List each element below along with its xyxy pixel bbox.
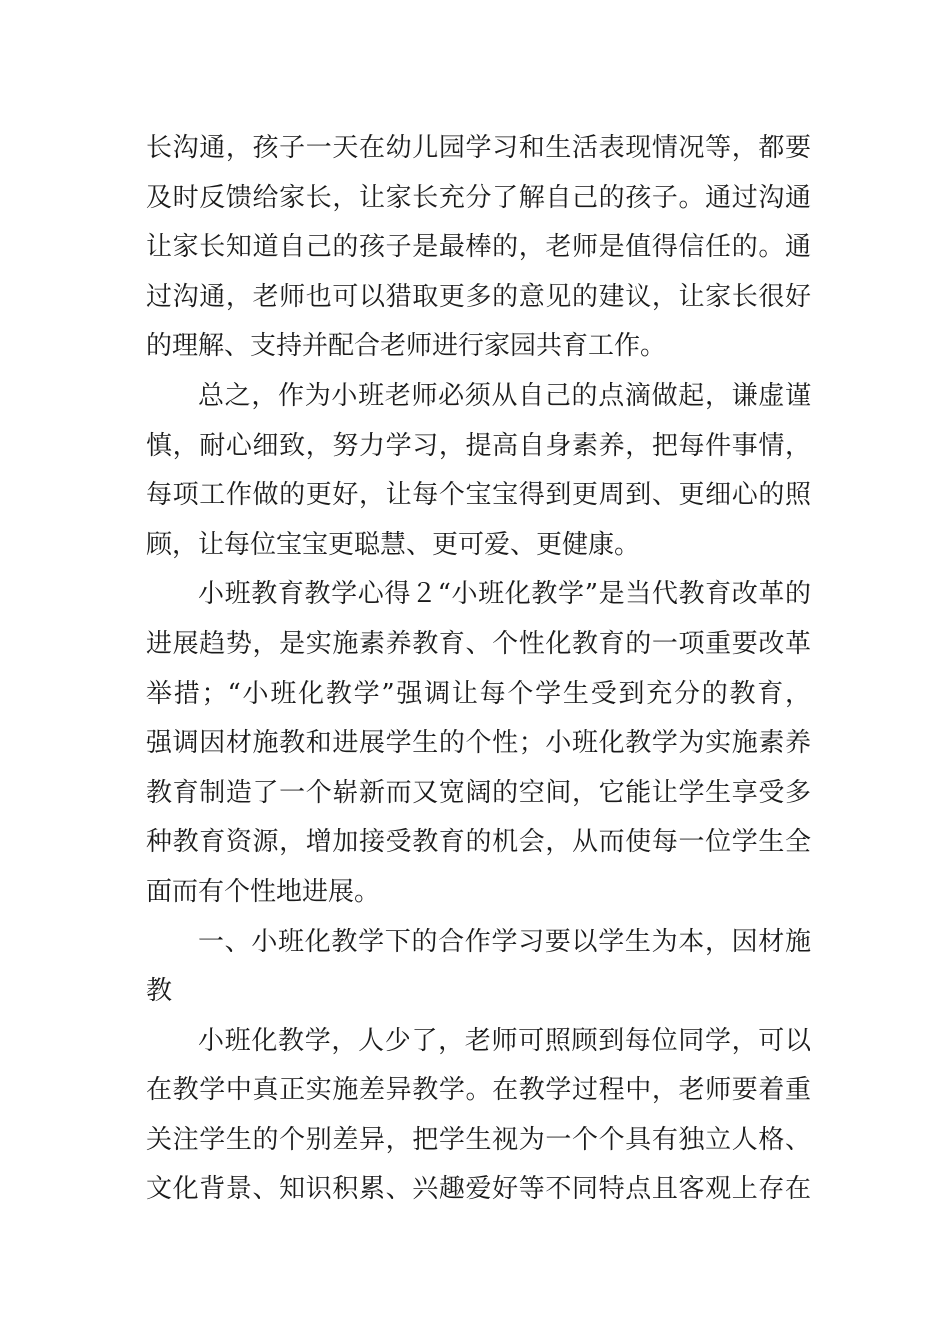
text-line: 总之，作为小班老师必须从自己的点滴做起，谦虚谨 [198, 380, 811, 411]
text-line: 小班教育教学心得２“小班化教学”是当代教育改革的 [198, 579, 811, 610]
text-line: 的理解、支持并配合老师进行家园共育工作。 [146, 331, 667, 362]
text-line: 强调因材施教和进展学生的个性；小班化教学为实施素养 [146, 728, 811, 759]
text-line: 慎，耐心细致，努力学习，提高自身素养，把每件事情， [146, 430, 811, 461]
text-line: 小班化教学，人少了，老师可照顾到每位同学，可以 [198, 1025, 811, 1056]
document-body [146, 124, 811, 1215]
text-line: 及时反馈给家长，让家长充分了解自己的孩子。通过沟通 [146, 182, 811, 213]
text-line: 教 [146, 976, 173, 1007]
text-line: 进展趋势，是实施素养教育、个性化教育的一项重要改革 [146, 628, 811, 659]
text-line: 让家长知道自己的孩子是最棒的，老师是值得信任的。通 [146, 232, 811, 263]
text-line: 种教育资源，增加接受教育的机会，从而使每一位学生全 [146, 827, 811, 858]
text-line: 举措；“小班化教学”强调让每个学生受到充分的教育， [146, 678, 811, 709]
text-line: 面而有个性地进展。 [146, 876, 381, 907]
text-line: 每项工作做的更好，让每个宝宝得到更周到、更细心的照 [146, 480, 811, 511]
text-line: 顾，让每位宝宝更聪慧、更可爱、更健康。 [146, 529, 641, 560]
text-line: 在教学中真正实施差异教学。在教学过程中，老师要着重 [146, 1075, 811, 1106]
text-line: 长沟通，孩子一天在幼儿园学习和生活表现情况等，都要 [146, 133, 811, 163]
text-line: 关注学生的个别差异，把学生视为一个个具有独立人格、 [146, 1124, 811, 1155]
text-line: 教育制造了一个崭新而又宽阔的空间，它能让学生享受多 [146, 777, 811, 808]
text-line: 过沟通，老师也可以猎取更多的意见的建议，让家长很好 [146, 281, 811, 312]
text-line: 一、小班化教学下的合作学习要以学生为本，因材施 [198, 926, 811, 957]
text-line: 文化背景、知识积累、兴趣爱好等不同特点且客观上存在 [146, 1174, 811, 1205]
